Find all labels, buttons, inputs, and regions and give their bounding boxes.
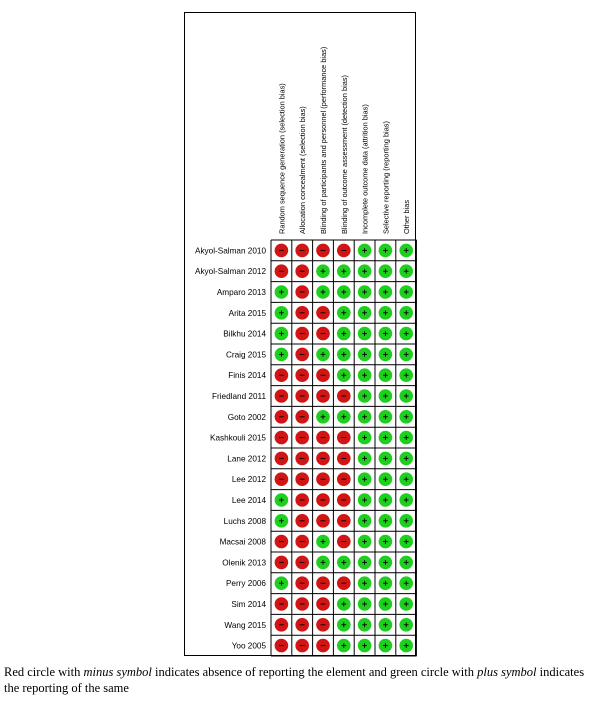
high-risk-mark — [316, 368, 330, 382]
low-risk-mark — [399, 535, 413, 549]
low-risk-mark — [275, 514, 289, 528]
high-risk-mark — [316, 431, 330, 445]
high-risk-mark — [295, 389, 309, 403]
low-risk-mark — [337, 639, 351, 653]
high-risk-mark — [295, 597, 309, 611]
column-header: Blinding of outcome assessment (detection bias) — [339, 75, 349, 234]
high-risk-mark — [316, 306, 330, 320]
low-risk-mark — [275, 493, 289, 507]
low-risk-mark — [337, 264, 351, 278]
study-label: Luchs 2008 — [223, 516, 266, 526]
low-risk-mark — [358, 639, 372, 653]
low-risk-mark — [379, 618, 393, 632]
low-risk-mark — [399, 576, 413, 590]
figure-caption — [4, 664, 596, 696]
low-risk-mark — [358, 285, 372, 299]
high-risk-mark — [275, 452, 289, 466]
column-header: Other bias — [402, 199, 412, 234]
column-header: Selective reporting (reporting bias) — [381, 121, 391, 234]
high-risk-mark — [295, 306, 309, 320]
high-risk-mark — [337, 244, 351, 258]
high-risk-mark — [275, 639, 289, 653]
high-risk-mark — [275, 410, 289, 424]
low-risk-mark — [379, 327, 393, 341]
low-risk-mark — [358, 618, 372, 632]
low-risk-mark — [399, 410, 413, 424]
low-risk-mark — [358, 410, 372, 424]
low-risk-mark — [275, 327, 289, 341]
high-risk-mark — [275, 556, 289, 570]
high-risk-mark — [316, 472, 330, 486]
study-label: Friedland 2011 — [211, 392, 266, 401]
low-risk-mark — [337, 285, 351, 299]
high-risk-mark — [275, 244, 289, 258]
low-risk-mark — [399, 639, 413, 653]
low-risk-mark — [316, 556, 330, 570]
low-risk-mark — [399, 348, 413, 362]
study-label: Macsai 2008 — [219, 537, 266, 547]
column-header: Incomplete outcome data (attrition bias) — [360, 104, 370, 234]
low-risk-mark — [379, 368, 393, 382]
high-risk-mark — [337, 514, 351, 528]
low-risk-mark — [379, 389, 393, 403]
low-risk-mark — [358, 472, 372, 486]
high-risk-mark — [275, 431, 289, 445]
low-risk-mark — [379, 472, 393, 486]
low-risk-mark — [399, 264, 413, 278]
low-risk-mark — [379, 410, 393, 424]
high-risk-mark — [295, 472, 309, 486]
high-risk-mark — [295, 535, 309, 549]
low-risk-mark — [337, 597, 351, 611]
study-label: Wang 2015 — [224, 620, 266, 630]
high-risk-mark — [275, 264, 289, 278]
low-risk-mark — [399, 244, 413, 258]
low-risk-mark — [399, 452, 413, 466]
low-risk-mark — [358, 556, 372, 570]
high-risk-mark — [275, 618, 289, 632]
high-risk-mark — [295, 368, 309, 382]
low-risk-mark — [379, 285, 393, 299]
low-risk-mark — [316, 348, 330, 362]
high-risk-mark — [316, 639, 330, 653]
caption-emphasis-minus: minus symbol — [83, 665, 152, 679]
high-risk-mark — [337, 389, 351, 403]
low-risk-mark — [379, 556, 393, 570]
low-risk-mark — [358, 306, 372, 320]
high-risk-mark — [295, 639, 309, 653]
high-risk-mark — [337, 431, 351, 445]
low-risk-mark — [358, 535, 372, 549]
high-risk-mark — [275, 389, 289, 403]
low-risk-mark — [379, 493, 393, 507]
high-risk-mark — [295, 493, 309, 507]
low-risk-mark — [358, 576, 372, 590]
high-risk-mark — [295, 618, 309, 632]
low-risk-mark — [399, 472, 413, 486]
low-risk-mark — [399, 327, 413, 341]
high-risk-mark — [275, 597, 289, 611]
study-label: Bilkhu 2014 — [223, 329, 266, 339]
caption-text-3: indicates the reporting of the same — [4, 665, 585, 695]
low-risk-mark — [399, 389, 413, 403]
study-label: Akyol-Salman 2012 — [195, 267, 266, 277]
high-risk-mark — [295, 556, 309, 570]
caption-emphasis-plus: plus symbol — [477, 665, 537, 679]
low-risk-mark — [399, 618, 413, 632]
low-risk-mark — [358, 327, 372, 341]
caption-text-1: Red circle with — [4, 665, 84, 679]
high-risk-mark — [295, 514, 309, 528]
low-risk-mark — [275, 285, 289, 299]
low-risk-mark — [379, 264, 393, 278]
low-risk-mark — [316, 285, 330, 299]
low-risk-mark — [379, 306, 393, 320]
low-risk-mark — [358, 431, 372, 445]
high-risk-mark — [316, 244, 330, 258]
high-risk-mark — [275, 368, 289, 382]
high-risk-mark — [316, 389, 330, 403]
low-risk-mark — [358, 244, 372, 258]
study-label: Lee 2014 — [231, 496, 266, 505]
high-risk-mark — [316, 576, 330, 590]
low-risk-mark — [399, 493, 413, 507]
low-risk-mark — [316, 410, 330, 424]
high-risk-mark — [295, 576, 309, 590]
low-risk-mark — [358, 348, 372, 362]
low-risk-mark — [379, 535, 393, 549]
high-risk-mark — [316, 452, 330, 466]
high-risk-mark — [337, 452, 351, 466]
study-label: Finis 2014 — [228, 371, 266, 381]
study-label: Perry 2006 — [225, 579, 266, 589]
low-risk-mark — [399, 306, 413, 320]
column-header: Random sequence generation (selection bias) — [277, 83, 287, 235]
study-label: Sim 2014 — [231, 600, 266, 609]
risk-of-bias-figure — [184, 12, 416, 656]
study-label: Olenik 2013 — [222, 558, 266, 568]
low-risk-mark — [358, 452, 372, 466]
study-label: Craig 2015 — [225, 350, 266, 360]
study-label: Yoo 2005 — [231, 641, 266, 651]
low-risk-mark — [379, 514, 393, 528]
study-label: Arita 2015 — [228, 308, 266, 318]
low-risk-mark — [379, 639, 393, 653]
high-risk-mark — [295, 327, 309, 341]
low-risk-mark — [275, 348, 289, 362]
risk-of-bias-grid — [185, 13, 417, 657]
high-risk-mark — [275, 472, 289, 486]
low-risk-mark — [358, 514, 372, 528]
high-risk-mark — [295, 348, 309, 362]
caption-text-2: indicates absence of reporting the element and green circle with — [151, 665, 478, 679]
high-risk-mark — [295, 452, 309, 466]
low-risk-mark — [379, 431, 393, 445]
study-label: Goto 2002 — [227, 412, 266, 422]
grid-lines — [271, 240, 417, 656]
high-risk-mark — [316, 618, 330, 632]
low-risk-mark — [337, 410, 351, 424]
low-risk-mark — [358, 389, 372, 403]
low-risk-mark — [275, 576, 289, 590]
high-risk-mark — [316, 514, 330, 528]
low-risk-mark — [399, 556, 413, 570]
low-risk-mark — [358, 597, 372, 611]
low-risk-mark — [399, 368, 413, 382]
low-risk-mark — [337, 556, 351, 570]
low-risk-mark — [379, 576, 393, 590]
low-risk-mark — [399, 514, 413, 528]
low-risk-mark — [399, 285, 413, 299]
high-risk-mark — [337, 493, 351, 507]
high-risk-mark — [316, 493, 330, 507]
low-risk-mark — [399, 431, 413, 445]
high-risk-mark — [295, 431, 309, 445]
high-risk-mark — [337, 535, 351, 549]
high-risk-mark — [295, 285, 309, 299]
low-risk-mark — [316, 535, 330, 549]
high-risk-mark — [295, 244, 309, 258]
low-risk-mark — [316, 264, 330, 278]
low-risk-mark — [358, 264, 372, 278]
high-risk-mark — [337, 472, 351, 486]
low-risk-mark — [399, 597, 413, 611]
low-risk-mark — [337, 306, 351, 320]
high-risk-mark — [316, 327, 330, 341]
study-label: Amparo 2013 — [216, 288, 266, 297]
high-risk-mark — [337, 576, 351, 590]
low-risk-mark — [379, 597, 393, 611]
low-risk-mark — [358, 493, 372, 507]
high-risk-mark — [275, 535, 289, 549]
low-risk-mark — [275, 306, 289, 320]
low-risk-mark — [337, 327, 351, 341]
low-risk-mark — [337, 348, 351, 362]
low-risk-mark — [337, 368, 351, 382]
column-header: Allocation concealment (selection bias) — [298, 106, 308, 234]
high-risk-mark — [295, 264, 309, 278]
low-risk-mark — [379, 452, 393, 466]
high-risk-mark — [295, 410, 309, 424]
low-risk-mark — [379, 244, 393, 258]
column-header: Blinding of participants and personnel (performance bias) — [319, 46, 328, 234]
study-label: Lane 2012 — [227, 454, 266, 464]
low-risk-mark — [358, 368, 372, 382]
study-label: Lee 2012 — [231, 475, 266, 485]
study-label: Akyol-Salman 2010 — [195, 246, 266, 256]
high-risk-mark — [316, 597, 330, 611]
study-label: Kashkouli 2015 — [210, 433, 266, 443]
low-risk-mark — [379, 348, 393, 362]
low-risk-mark — [337, 618, 351, 632]
